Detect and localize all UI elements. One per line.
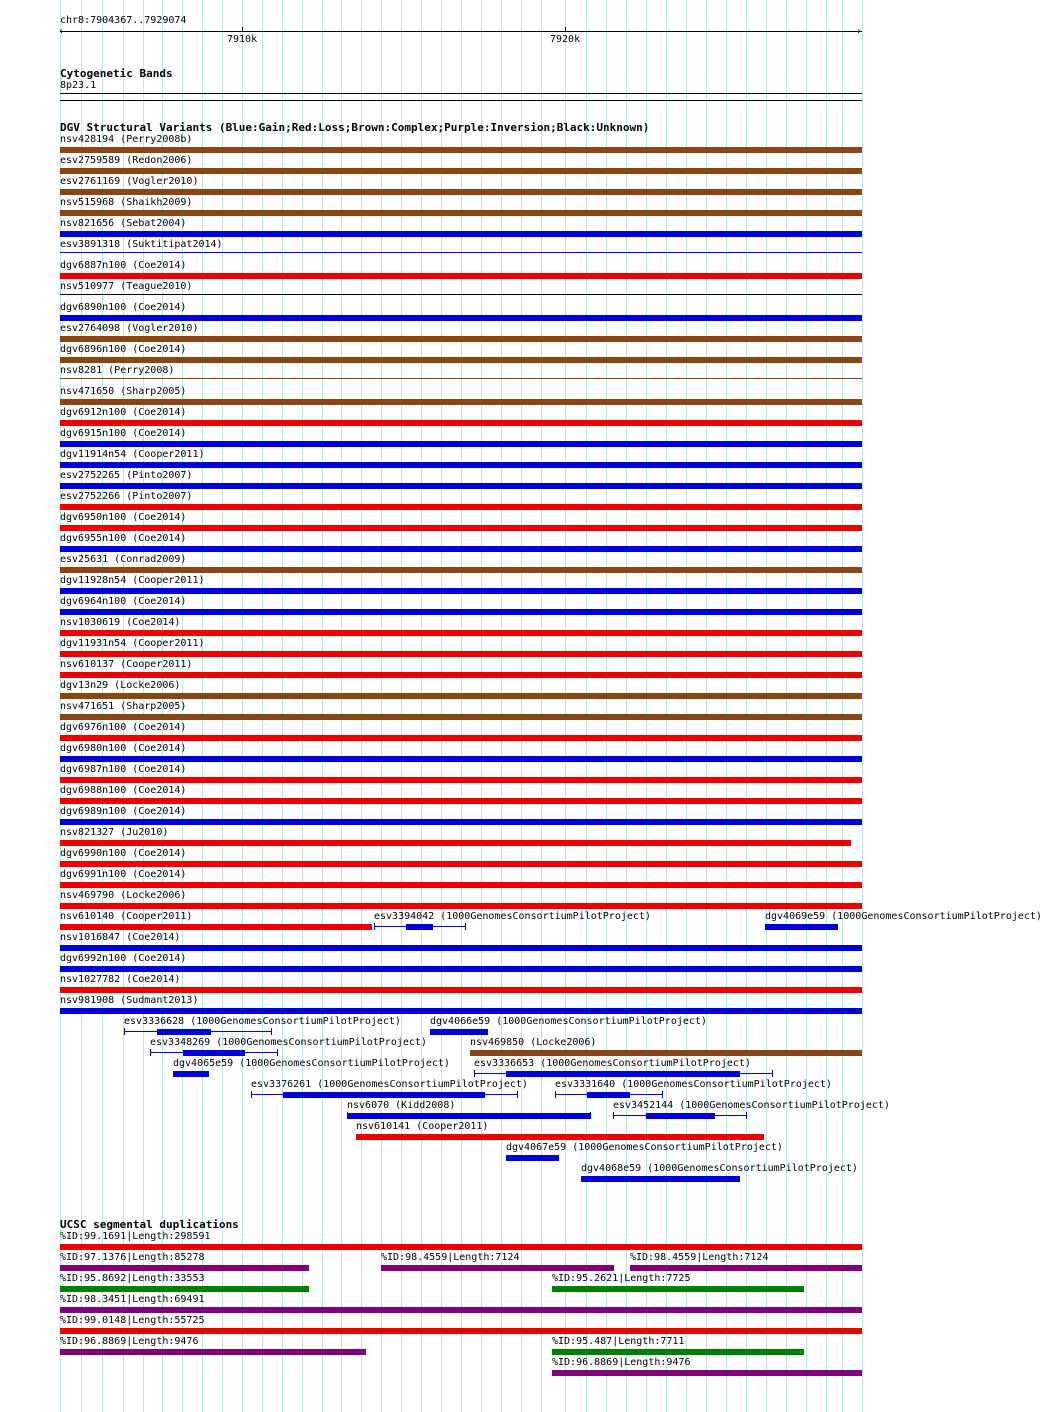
dgv-row-label[interactable]: dgv6990n100 (Coe2014) (60, 848, 187, 859)
dgv-variant-bar[interactable] (60, 462, 862, 468)
dgv-variant-bar[interactable] (60, 651, 862, 657)
dgv-variant-bar[interactable] (60, 441, 862, 447)
segdup-label[interactable]: %ID:95.2621|Length:7725 (552, 1273, 691, 1284)
dgv-packed-label[interactable]: nsv469850 (Locke2006) (470, 1037, 597, 1048)
segdup-track-title[interactable]: UCSC segmental duplications (60, 1218, 239, 1231)
dgv-variant-bar[interactable] (60, 609, 862, 615)
dgv-variant-bar[interactable] (60, 525, 862, 531)
segdup-bar[interactable] (60, 1265, 309, 1271)
span-end-tick (124, 1028, 125, 1035)
dgv-row-label[interactable]: nsv821656 (Sebat2004) (60, 218, 187, 229)
ruler-tick-7910k (242, 27, 243, 32)
dgv-row-label[interactable]: nsv8281 (Perry2008) (60, 365, 175, 376)
dgv-variant-bar[interactable] (356, 1134, 764, 1140)
span-end-tick (150, 1049, 151, 1056)
dgv-variant-bar[interactable] (60, 378, 862, 379)
dgv-row-label[interactable]: dgv6890n100 (Coe2014) (60, 302, 187, 313)
segdup-label[interactable]: %ID:95.487|Length:7711 (552, 1336, 685, 1347)
segdup-label[interactable]: %ID:98.3451|Length:69491 (60, 1294, 205, 1305)
dgv-row-label[interactable]: dgv6976n100 (Coe2014) (60, 722, 187, 733)
segdup-bar[interactable] (381, 1265, 614, 1271)
span-end-tick (474, 1070, 475, 1077)
dgv-variant-bar[interactable] (60, 630, 862, 636)
segdup-label[interactable]: %ID:96.8869|Length:9476 (552, 1357, 691, 1368)
dgv-packed-label[interactable]: nsv610141 (Cooper2011) (356, 1121, 489, 1132)
dgv-variant-bar[interactable] (60, 903, 862, 909)
dgv-variant-bar[interactable] (506, 1155, 559, 1161)
dgv-row-label[interactable]: nsv1030619 (Coe2014) (60, 617, 181, 628)
dgv-variant-bar[interactable] (347, 1113, 591, 1119)
dgv-row-label[interactable]: dgv6887n100 (Coe2014) (60, 260, 187, 271)
dgv-packed-label[interactable]: nsv6070 (Kidd2008) (347, 1100, 456, 1111)
dgv-variant-bar[interactable] (60, 189, 862, 195)
cytoband-label: 8p23.1 (60, 80, 97, 91)
span-end-tick (662, 1091, 663, 1098)
dgv-variant-bar[interactable] (581, 1176, 740, 1182)
span-end-tick (746, 1112, 747, 1119)
dgv-row-label[interactable]: esv3891318 (Suktitipat2014) (60, 239, 223, 250)
span-end-tick (613, 1112, 614, 1119)
segdup-bar[interactable] (60, 1349, 366, 1355)
dgv-variant-bar[interactable] (60, 147, 862, 153)
span-end-tick (517, 1091, 518, 1098)
dgv-packed-label[interactable]: esv3348269 (1000GenomesConsortiumPilotProject) (150, 1037, 427, 1048)
dgv-variant-bar[interactable] (60, 798, 862, 804)
dgv-variant-bar[interactable] (587, 1092, 630, 1098)
dgv-variant-bar[interactable] (406, 924, 433, 930)
dgv-row-label[interactable]: dgv6964n100 (Coe2014) (60, 596, 187, 607)
dgv-row-label[interactable]: dgv6989n100 (Coe2014) (60, 806, 187, 817)
segdup-bar[interactable] (60, 1244, 862, 1250)
dgv-variant-bar[interactable] (60, 756, 862, 762)
dgv-variant-bar[interactable] (60, 210, 862, 216)
dgv-variant-bar[interactable] (283, 1092, 485, 1098)
dgv-row-label[interactable]: dgv11914n54 (Cooper2011) (60, 449, 205, 460)
dgv-variant-bar[interactable] (173, 1071, 209, 1077)
segdup-label[interactable]: %ID:99.0148|Length:55725 (60, 1315, 205, 1326)
dgv-row-label[interactable]: dgv6987n100 (Coe2014) (60, 764, 187, 775)
segdup-bar[interactable] (552, 1370, 862, 1376)
dgv-row-label[interactable]: nsv981908 (Sudmant2013) (60, 995, 199, 1006)
dgv-packed-label[interactable]: esv3394042 (1000GenomesConsortiumPilotProject) (374, 911, 651, 922)
dgv-packed-label[interactable]: esv3452144 (1000GenomesConsortiumPilotProject) (613, 1100, 890, 1111)
segdup-bar[interactable] (60, 1286, 309, 1292)
dgv-row-label[interactable]: nsv821327 (Ju2010) (60, 827, 169, 838)
dgv-packed-label[interactable]: esv3376261 (1000GenomesConsortiumPilotProject) (251, 1079, 528, 1090)
dgv-row-label[interactable]: dgv6991n100 (Coe2014) (60, 869, 187, 880)
dgv-variant-bar[interactable] (646, 1113, 715, 1119)
dgv-row-label[interactable]: esv2761169 (Vogler2010) (60, 176, 199, 187)
cytoband-divider-bottom (60, 100, 862, 101)
dgv-variant-bar[interactable] (60, 882, 862, 888)
position-label: chr8:7904367..7929074 (60, 15, 187, 26)
dgv-variant-bar[interactable] (60, 483, 862, 489)
dgv-variant-bar[interactable] (60, 315, 862, 321)
dgv-packed-label[interactable]: esv3336653 (1000GenomesConsortiumPilotProject) (474, 1058, 751, 1069)
dgv-variant-bar[interactable] (60, 945, 862, 951)
dgv-variant-bar[interactable] (430, 1029, 488, 1035)
ruler-line (60, 31, 862, 32)
dgv-row-label[interactable]: nsv469790 (Locke2006) (60, 890, 187, 901)
dgv-variant-bar[interactable] (60, 294, 862, 295)
dgv-row-label[interactable]: esv2752265 (Pinto2007) (60, 470, 193, 481)
span-end-tick (772, 1070, 773, 1077)
dgv-variant-bar[interactable] (60, 672, 862, 678)
dgv-row-label[interactable]: dgv11931n54 (Cooper2011) (60, 638, 205, 649)
dgv-variant-bar[interactable] (60, 336, 862, 342)
segdup-bar[interactable] (60, 1307, 862, 1313)
dgv-row-label[interactable]: dgv6955n100 (Coe2014) (60, 533, 187, 544)
dgv-packed-label[interactable]: dgv4069e59 (1000GenomesConsortiumPilotProject) (765, 911, 1042, 922)
dgv-row-label[interactable]: dgv6988n100 (Coe2014) (60, 785, 187, 796)
dgv-variant-bar[interactable] (60, 399, 862, 405)
dgv-variant-bar[interactable] (60, 252, 862, 253)
span-end-tick (555, 1091, 556, 1098)
segdup-label[interactable]: %ID:98.4559|Length:7124 (381, 1252, 520, 1263)
dgv-row-label[interactable]: dgv6980n100 (Coe2014) (60, 743, 187, 754)
dgv-row-label[interactable]: nsv510977 (Teague2010) (60, 281, 193, 292)
segdup-bar[interactable] (552, 1349, 804, 1355)
dgv-row-label[interactable]: dgv6992n100 (Coe2014) (60, 953, 187, 964)
span-end-tick (465, 923, 466, 930)
segdup-label[interactable]: %ID:96.8869|Length:9476 (60, 1336, 199, 1347)
dgv-row-label[interactable]: nsv610137 (Cooper2011) (60, 659, 193, 670)
dgv-variant-bar[interactable] (183, 1050, 245, 1056)
span-end-tick (251, 1091, 252, 1098)
dgv-row-label[interactable]: dgv13n29 (Locke2006) (60, 680, 181, 691)
segdup-bar[interactable] (60, 1328, 862, 1334)
span-end-tick (271, 1028, 272, 1035)
ruler-label-7920k: 7920k (550, 34, 581, 45)
dgv-row-label[interactable]: nsv471651 (Sharp2005) (60, 701, 187, 712)
dgv-row-label[interactable]: nsv1016847 (Coe2014) (60, 932, 181, 943)
segdup-label[interactable]: %ID:98.4559|Length:7124 (630, 1252, 769, 1263)
dgv-variant-bar[interactable] (765, 924, 838, 930)
dgv-row-label[interactable]: dgv6915n100 (Coe2014) (60, 428, 187, 439)
dgv-variant-bar[interactable] (60, 504, 862, 510)
ruler-right-arrow: › (856, 26, 863, 37)
dgv-packed-label[interactable]: dgv4068e59 (1000GenomesConsortiumPilotProject) (581, 1163, 858, 1174)
dgv-row-label[interactable]: dgv6950n100 (Coe2014) (60, 512, 187, 523)
dgv-row-label[interactable]: nsv515968 (Shaikh2009) (60, 197, 193, 208)
dgv-row-label[interactable]: esv25631 (Conrad2009) (60, 554, 187, 565)
dgv-variant-bar[interactable] (60, 735, 862, 741)
dgv-row-label[interactable]: nsv610140 (Cooper2011) (60, 911, 193, 922)
ruler-left-arrow: ‹ (58, 26, 65, 37)
dgv-row-label[interactable]: esv2759589 (Redon2006) (60, 155, 193, 166)
segdup-label[interactable]: %ID:99.1691|Length:298591 (60, 1231, 211, 1242)
dgv-packed-label[interactable]: esv3331640 (1000GenomesConsortiumPilotProject) (555, 1079, 832, 1090)
cytoband-divider-top (60, 93, 862, 94)
dgv-variant-bar[interactable] (60, 546, 862, 552)
cytoband-track-title[interactable]: Cytogenetic Bands (60, 67, 173, 80)
dgv-variant-bar[interactable] (60, 567, 862, 573)
dgv-variant-bar[interactable] (157, 1029, 211, 1035)
dgv-variant-bar[interactable] (60, 987, 862, 993)
segdup-bar[interactable] (552, 1286, 804, 1292)
dgv-row-label[interactable]: nsv1027782 (Coe2014) (60, 974, 181, 985)
dgv-variant-bar[interactable] (506, 1071, 740, 1077)
dgv-variant-bar[interactable] (60, 777, 862, 783)
segdup-bar[interactable] (630, 1265, 862, 1271)
span-end-tick (277, 1049, 278, 1056)
dgv-packed-label[interactable]: esv3336628 (1000GenomesConsortiumPilotProject) (124, 1016, 401, 1027)
dgv-row-label[interactable]: nsv428194 (Perry2008b) (60, 134, 193, 145)
dgv-track-title[interactable]: DGV Structural Variants (Blue:Gain;Red:Loss;Brown:Complex;Purple:Inversion;Black:Unknown) (60, 121, 650, 134)
dgv-variant-bar[interactable] (60, 924, 372, 930)
dgv-row-label[interactable]: esv2764098 (Vogler2010) (60, 323, 199, 334)
dgv-variant-bar[interactable] (60, 588, 862, 594)
dgv-row-label[interactable]: dgv11928n54 (Cooper2011) (60, 575, 205, 586)
dgv-row-label[interactable]: dgv6896n100 (Coe2014) (60, 344, 187, 355)
dgv-variant-bar[interactable] (470, 1050, 862, 1056)
dgv-row-label[interactable]: nsv471650 (Sharp2005) (60, 386, 187, 397)
dgv-packed-label[interactable]: dgv4066e59 (1000GenomesConsortiumPilotProject) (430, 1016, 707, 1027)
dgv-row-label[interactable]: dgv6912n100 (Coe2014) (60, 407, 187, 418)
dgv-variant-bar[interactable] (60, 819, 862, 825)
dgv-variant-bar[interactable] (60, 231, 862, 237)
dgv-variant-bar[interactable] (60, 966, 862, 972)
dgv-packed-label[interactable]: dgv4067e59 (1000GenomesConsortiumPilotProject) (506, 1142, 783, 1153)
segdup-label[interactable]: %ID:95.8692|Length:33553 (60, 1273, 205, 1284)
dgv-variant-bar[interactable] (60, 168, 862, 174)
span-end-tick (374, 923, 375, 930)
dgv-packed-label[interactable]: dgv4065e59 (1000GenomesConsortiumPilotProject) (173, 1058, 450, 1069)
dgv-variant-bar[interactable] (60, 420, 862, 426)
dgv-variant-bar[interactable] (60, 840, 851, 846)
segdup-label[interactable]: %ID:97.1376|Length:85278 (60, 1252, 205, 1263)
ruler-label-7910k: 7910k (227, 34, 258, 45)
ruler-tick-7920k (565, 27, 566, 32)
grid-line (862, 0, 863, 1412)
dgv-variant-bar[interactable] (60, 693, 862, 699)
dgv-row-label[interactable]: esv2752266 (Pinto2007) (60, 491, 193, 502)
dgv-variant-bar[interactable] (60, 861, 862, 867)
dgv-variant-bar[interactable] (60, 1008, 862, 1014)
dgv-variant-bar[interactable] (60, 714, 862, 720)
dgv-variant-bar[interactable] (60, 273, 862, 279)
dgv-variant-bar[interactable] (60, 357, 862, 363)
